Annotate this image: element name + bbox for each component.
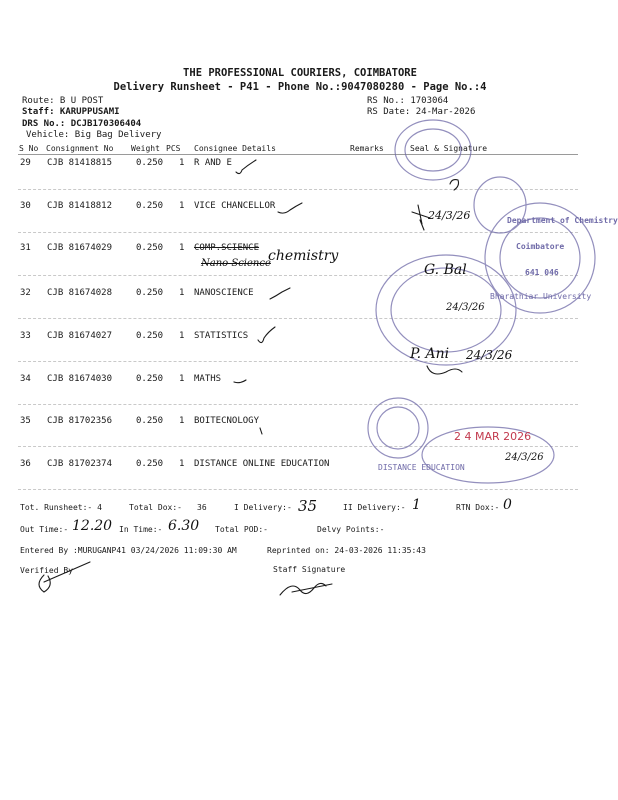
staff-signature-label: Staff Signature [273,565,346,574]
col-weight: Weight [131,144,160,153]
ii-delivery-value: 1 [412,497,421,513]
row-consignment: CJB 81418815 [47,158,113,168]
entered-by: Entered By :MURUGANP41 03/24/2026 11:09:30 AM [20,546,237,555]
out-time-label: Out Time:- [20,525,69,534]
row-weight: 0.250 [136,374,164,384]
stamp-pin: 641 046 [525,268,559,277]
row-sno: 30 [20,201,31,211]
company-name: THE PROFESSIONAL COURIERS, COIMBATORE [183,67,417,79]
rtn-dox-label: RTN Dox:- [456,503,500,512]
route: Route: B U POST [22,96,104,106]
col-seal: Seal & Signature [410,144,488,153]
row-pcs: 1 [179,374,185,384]
col-consignee: Consignee Details [194,144,276,153]
date-stamp: 2 4 MAR 2026 [454,430,532,443]
stamp-dept: Department of Chemistry [507,216,618,225]
handwritten-g-bal: G. Bal [424,262,467,278]
i-delivery-label: I Delivery:- [234,503,292,512]
row-consignee-struck: Nano Science [201,258,271,269]
row-consignee: COMP.SCIENCE [194,243,260,253]
row-pcs: 1 [179,243,185,253]
row-weight: 0.250 [136,201,164,211]
row-pcs: 1 [179,288,185,298]
row-consignment: CJB 81674027 [47,331,113,341]
ii-delivery-label: II Delivery:- [343,503,406,512]
handwritten-p-ani: P. Ani [410,346,450,362]
row-sno: 32 [20,288,31,298]
rs-date: RS Date: 24-Mar-2026 [367,107,476,117]
staff-name: Staff: KARUPPUSAMI [22,107,120,117]
stamp-city: Coimbatore [516,242,565,251]
out-time-value: 12.20 [72,518,113,534]
row-sno: 33 [20,331,31,341]
col-sno: S No [19,144,39,153]
row-consignment: CJB 81674028 [47,288,113,298]
row-sno: 31 [20,243,31,253]
row-weight: 0.250 [136,243,164,253]
i-delivery-value: 35 [298,497,318,515]
row-weight: 0.250 [136,288,164,298]
in-time-label: In Time:- [119,525,163,534]
verified-by-label: Verified By [20,566,73,575]
col-remarks: Remarks [350,144,384,153]
total-dox-label: Total Dox:- [129,503,182,512]
row-consignment: CJB 81418812 [47,201,113,211]
row-sno: 34 [20,374,31,384]
row-weight: 0.250 [136,416,164,426]
handwritten-date: 24/3/26 [466,348,513,362]
delvy-points-label: Delvy Points:- [317,525,385,534]
row-weight: 0.250 [136,331,164,341]
reprinted-on: Reprinted on: 24-03-2026 11:35:43 [267,546,426,555]
total-dox-value: 36 [197,503,207,512]
rtn-dox-value: 0 [503,497,512,513]
handwritten-date: 24/3/26 [428,209,471,222]
vehicle: Vehicle: Big Bag Delivery [26,130,162,140]
tot-runsheet: Tot. Runsheet:- 4 [20,503,102,512]
stamp-dist-edu: DISTANCE EDUCATION [378,463,465,472]
rs-number: RS No.: 1703064 [367,96,449,106]
row-consignee: STATISTICS [194,331,249,341]
row-sno: 36 [20,459,31,469]
row-consignment: CJB 81674030 [47,374,113,384]
dist-edu-round-seal-inner [377,407,419,449]
row-pcs: 1 [179,416,185,426]
row-weight: 0.250 [136,459,164,469]
row-sno: 35 [20,416,31,426]
drs-number: DRS No.: DCJB170306404 [22,119,142,129]
handwritten-date: 24/3/26 [505,452,544,463]
row-consignment: CJB 81674029 [47,243,113,253]
row-pcs: 1 [179,331,185,341]
row-pcs: 1 [179,158,185,168]
row-consignee: NANOSCIENCE [194,288,254,298]
total-pod-label: Total POD:- [215,525,268,534]
row-consignee: BOITECNOLOGY [194,416,260,426]
handwritten-chemistry: chemistry [268,248,339,264]
row-pcs: 1 [179,459,185,469]
row-sno: 29 [20,158,31,168]
row-consignment: CJB 81702374 [47,459,113,469]
row-consignee: R AND E [194,158,232,168]
row-weight: 0.250 [136,158,164,168]
stamp-university: Bharathiar University [490,292,592,301]
col-pcs: PCS [166,144,181,153]
seal-stamp-top-inner [405,129,461,171]
row-consignee: VICE CHANCELLOR [194,201,276,211]
runsheet-heading: Delivery Runsheet - P41 - Phone No.:9047080280 - Page No.:4 [113,81,487,93]
row-consignee: MATHS [194,374,222,384]
row-consignment: CJB 81702356 [47,416,113,426]
row-consignee: DISTANCE ONLINE EDUCATION [194,459,330,469]
in-time-value: 6.30 [168,518,200,534]
handwritten-date: 24/3/26 [446,302,485,313]
col-consignment: Consignment No [46,144,114,153]
row-pcs: 1 [179,201,185,211]
